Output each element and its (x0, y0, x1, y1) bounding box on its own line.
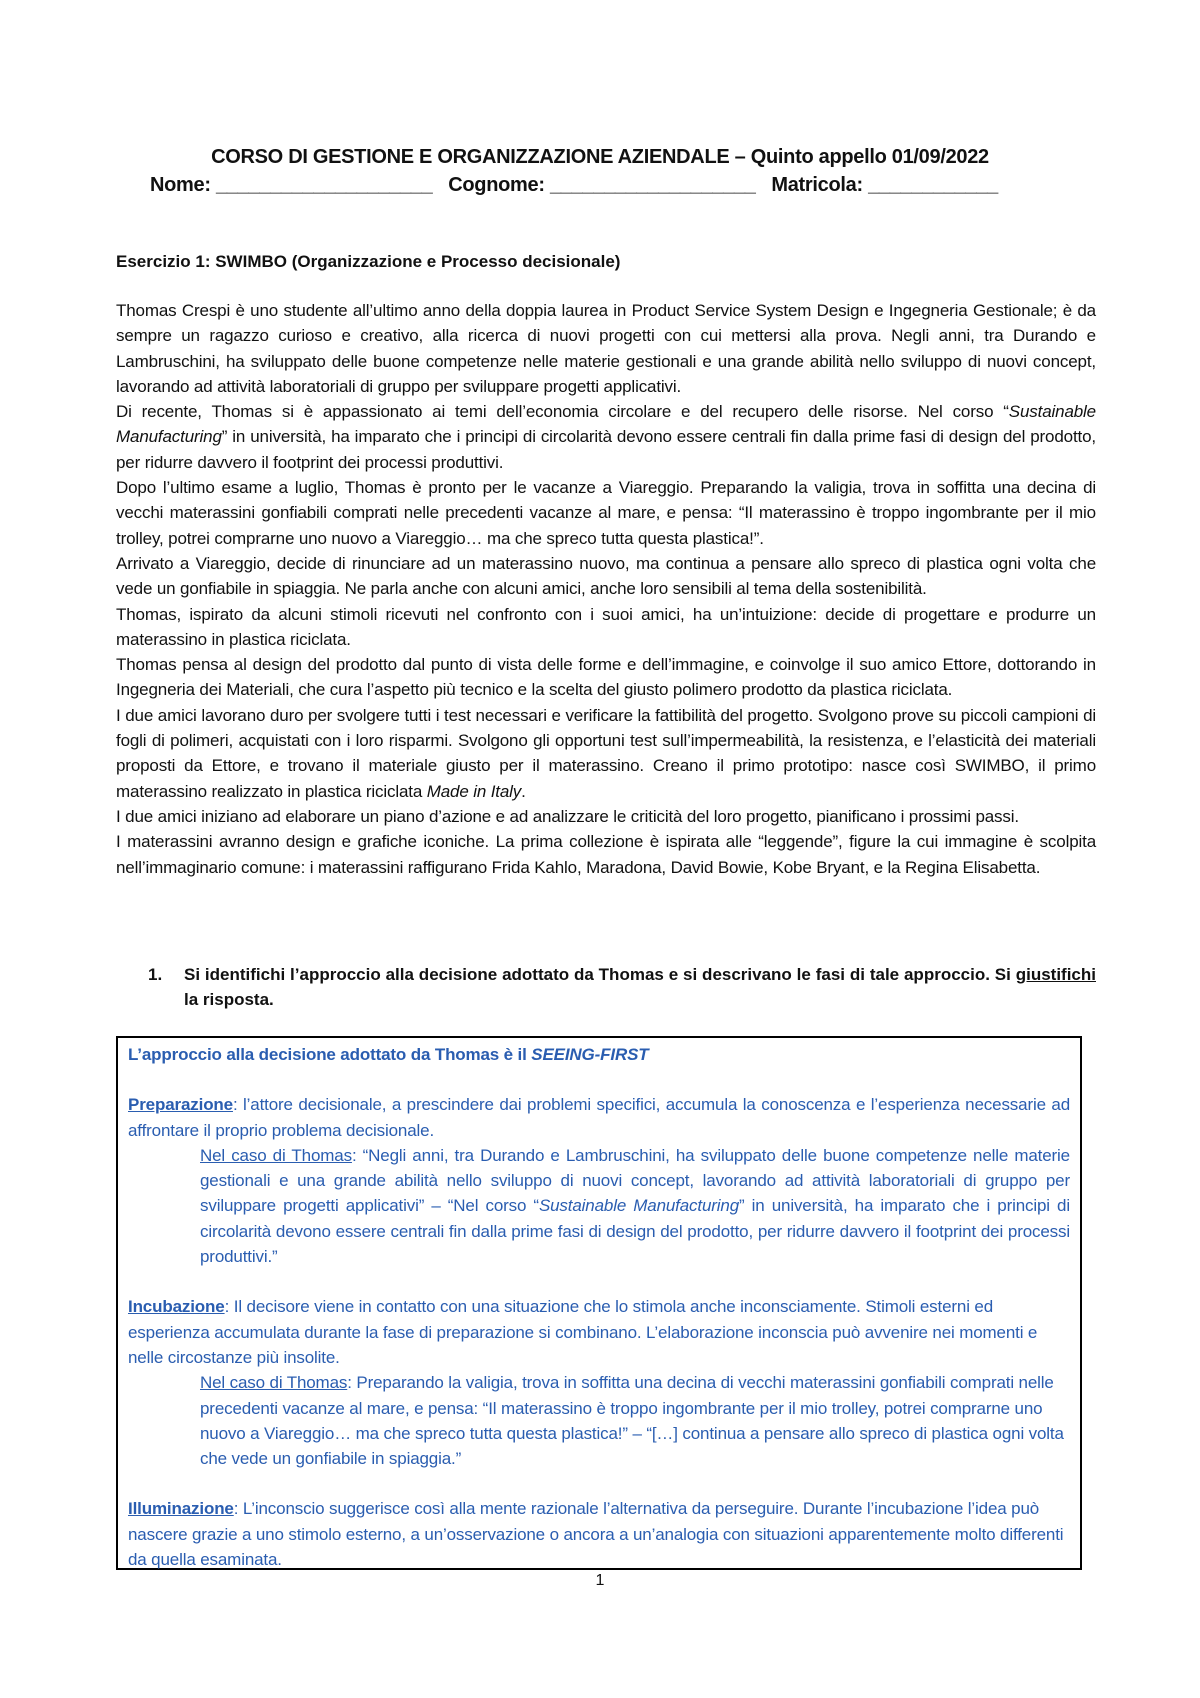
stage-illuminazione: Illuminazione: L’inconscio suggerisce così alla mente razionale l’alternativa da perseguire. Durante l’incubazione l’idea può nascere grazie a uno stimolo esterno, a un’osservazione o ancora a un’analogia con situazioni apparentemente molto differenti da quella esaminata. (128, 1499, 1064, 1570)
paragraph: Thomas pensa al design del prodotto dal punto di vista delle forme e dell’immagine, e coinvolge il suo amico Ettore, dottorando in Ingegneria dei Materiali, che cura l’aspetto più tecnico e la scelta del giusto polimero prodotto da plastica riciclata. (116, 655, 1096, 700)
question-number: 1. (148, 965, 163, 984)
paragraph: Thomas Crespi è uno studente all’ultimo anno della doppia laurea in Product Service System Design e Ingegneria Gestionale; è da sempre un ragazzo curioso e creativo, alla ricerca di nuovi progetti con cui mettersi alla prova. Negli anni, tra Durando e Lambruschini, ha sviluppato delle buone competenze nelle materie gestionali e una grande abilità nello sviluppo di nuovi concept, lavorando ad attività laboratoriali di gruppo per sviluppare progetti applicativi. (116, 301, 1096, 396)
paragraph: I due amici iniziano ad elaborare un piano d’azione e ad analizzare le criticità del loro progetto, pianificano i prossimi passi. (116, 806, 1019, 826)
answer-lead: L’approccio alla decisione adottato da Thomas è il SEEING-FIRST (128, 1045, 649, 1064)
stage-incubazione: Incubazione: Il decisore viene in contatto con una situazione che lo stimola anche inconsciamente. Stimoli esterni ed esperienza accumulata durante la fase di preparazione si combinano. L’elaborazione inconscia può avvenire nei momenti e nelle circostanze più insolite. (128, 1297, 1038, 1367)
stage-preparazione: Preparazione: l’attore decisionale, a prescindere dai problemi specifici, accumula la conoscenza e l’esperienza necessarie ad affrontare il proprio problema decisionale. (128, 1095, 1070, 1140)
paragraph: Thomas, ispirato da alcuni stimoli ricevuti nel confronto con i suoi amici, ha un’intuizione: decide di progettare e produrre un materassino in plastica riciclata. (116, 604, 1096, 649)
paragraph: I materassini avranno design e grafiche iconiche. La prima collezione è ispirata alle “leggende”, figure la cui immagine è scolpita nell’immaginario comune: i materassini raffigurano Frida Kahlo, Maradona, David Bowie, Kobe Bryant, e la Regina Elisabetta. (116, 832, 1096, 877)
paragraph: Di recente, Thomas si è appassionato ai temi dell’economia circolare e del recupero delle risorse. Nel corso “Sustainable Manufacturing” in università, ha imparato che i principi di circolarità devono essere centrali fin dalla prime fasi di design del prodotto, per ridurre davvero il footprint dei processi produttivi. (116, 402, 1096, 472)
paragraph: I due amici lavorano duro per svolgere tutti i test necessari e verificare la fattibilità del progetto. Svolgono prove su piccoli campioni di fogli di polimeri, acquistati con i loro risparmi. Svolgono gli opportuni test sull’impermeabilità, la resistenza, e l’elasticità dei materiali proposti da Ettore, e trovano il materiale giusto per il materassino. Creano il primo prototipo: nasce così SWIMBO, il primo materassino realizzato in plastica riciclata Made in Italy. (116, 705, 1096, 801)
question-1 (116, 962, 1096, 1012)
exercise-text (116, 298, 1096, 880)
case-incubazione: Nel caso di Thomas: Preparando la valigia, trova in soffitta una decina di vecchi materassini gonfiabili comprati nelle precedenti vacanze al mare, e pensa: “Il materassino è troppo ingombrante per il mio trolley, potrei comprarne uno nuovo a Viareggio… ma che spreco tutta questa plastica!” – “[…] continua a pensare allo spreco di plastica ogni volta che vede un gonfiabile in spiaggia.” (200, 1373, 1064, 1469)
page-title: CORSO DI GESTIONE E ORGANIZZAZIONE AZIENDALE – Quinto appello 01/09/2022 (211, 146, 989, 168)
paragraph: Dopo l’ultimo esame a luglio, Thomas è pronto per le vacanze a Viareggio. Preparando la valigia, trova in soffitta una decina di vecchi materassini gonfiabili comprati nelle precedenti vacanze al mare, e pensa: “Il materassino è troppo ingombrante per il mio trolley, potrei comprarne uno nuovo a Viareggio… ma che spreco tutta questa plastica!”. (116, 478, 1096, 548)
answer-box (116, 1036, 1082, 1570)
page-number: 1 (595, 1572, 605, 1589)
student-fields: Nome: ____________________ Cognome: ___________________ Matricola: ____________ (150, 174, 998, 196)
case-preparazione: Nel caso di Thomas: “Negli anni, tra Durando e Lambruschini, ha sviluppato delle buone competenze nelle materie gestionali e una grande abilità nello sviluppo di nuovi concept, lavorando ad attività laboratoriali di gruppo per sviluppare progetti applicativi” – “Nel corso “Sustainable Manufacturing” in università, ha imparato che i principi di circolarità devono essere centrali fin dalla prime fasi di design del prodotto, per ridurre davvero il footprint dei processi produttivi.” (200, 1145, 1070, 1267)
question-text: Si identifichi l’approccio alla decisione adottato da Thomas e si descrivano le fasi di tale approccio. Si giustifichi la risposta. (184, 965, 1096, 1009)
exercise-heading: Esercizio 1: SWIMBO (Organizzazione e Processo decisionale) (116, 252, 621, 271)
paragraph: Arrivato a Viareggio, decide di rinunciare ad un materassino nuovo, ma continua a pensare allo spreco di plastica ogni volta che vede un gonfiabile in spiaggia. Ne parla anche con alcuni amici, anche loro sensibili al tema della sostenibilità. (116, 553, 1096, 599)
